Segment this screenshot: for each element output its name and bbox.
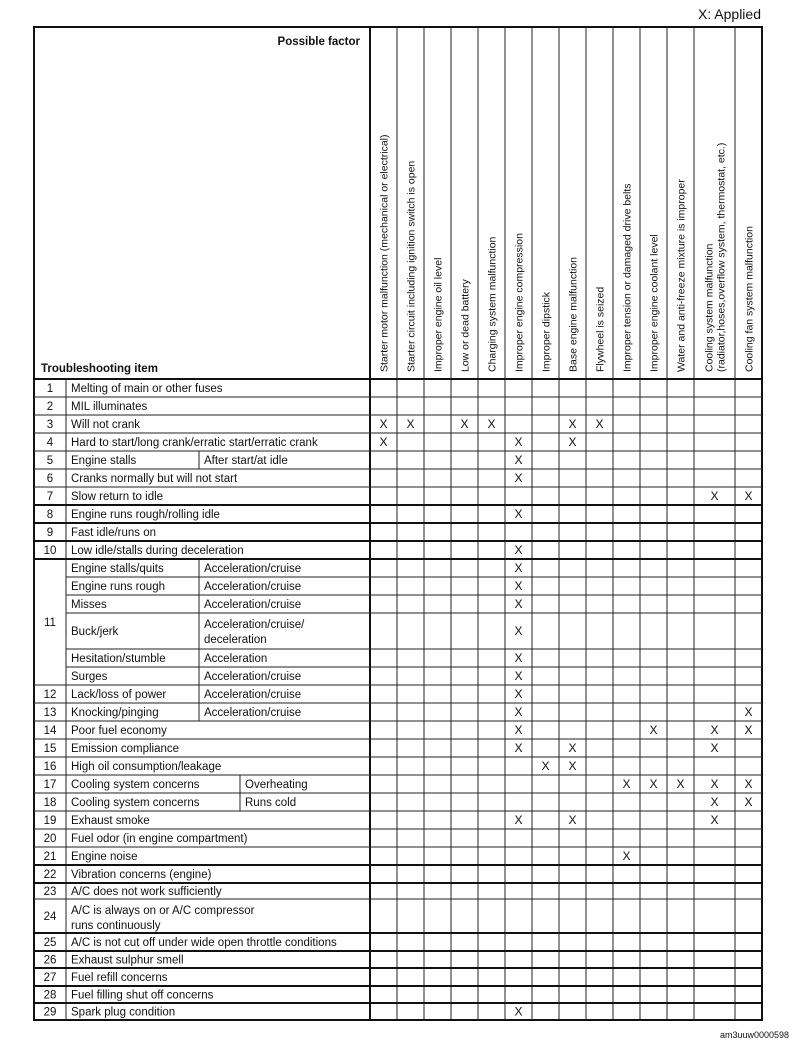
item-label: Engine stalls/quits (71, 563, 164, 575)
applied-mark: X (744, 705, 753, 719)
applied-mark: X (514, 453, 523, 467)
item-label: Low idle/stalls during deceleration (71, 545, 244, 557)
applied-mark: X (514, 507, 523, 521)
factor-label: Improper engine coolant level (648, 234, 661, 372)
factor-label: Improper dipstick (540, 292, 553, 372)
applied-mark: X (744, 777, 753, 791)
item-label: Exhaust sulphur smell (71, 954, 184, 967)
applied-mark: X (568, 741, 577, 755)
row-number: 16 (43, 761, 57, 773)
applied-mark: X (514, 597, 523, 611)
factor-label: Cooling system malfunction (703, 243, 716, 372)
row-number: 15 (43, 743, 57, 755)
factor-header-6 (514, 233, 526, 372)
condition-label: Acceleration (204, 653, 268, 665)
applied-mark: X (514, 579, 523, 593)
factor-label: Flywheel is seized (594, 286, 607, 372)
row-number: 27 (43, 972, 57, 984)
condition-label: Acceleration/cruise (204, 563, 302, 575)
row-number: 23 (43, 886, 57, 898)
item-label: Fast idle/runs on (71, 527, 157, 539)
applied-mark: X (649, 777, 658, 791)
applied-mark: X (406, 417, 415, 431)
condition-label: Acceleration/cruise (204, 707, 302, 719)
row-number: 20 (43, 833, 57, 845)
row-number: 10 (43, 545, 57, 557)
item-label: Engine runs rough (71, 581, 165, 593)
factor-label: Charging system malfunction (486, 236, 499, 372)
factor-label: (radiator,hoses,overflow system, thermostat, etc.) (715, 142, 728, 372)
item-label: A/C is always on or A/C compressor (71, 905, 255, 917)
row-number: 24 (43, 911, 57, 923)
applied-mark: X (514, 813, 523, 827)
item-label: Surges (71, 671, 108, 683)
applied-mark: X (514, 669, 523, 683)
condition-label: Runs cold (245, 797, 297, 809)
row-number: 6 (46, 473, 54, 485)
item-label: High oil consumption/leakage (71, 761, 222, 773)
factor-header-10 (622, 183, 634, 372)
factor-header-3 (433, 258, 445, 372)
row-number: 1 (46, 383, 54, 395)
factor-header-9 (595, 287, 607, 372)
applied-mark: X (514, 741, 523, 755)
row-number: 3 (46, 419, 54, 431)
applied-mark: X (744, 795, 753, 809)
condition-label: Acceleration/cruise (204, 599, 302, 611)
factor-header-7 (541, 291, 553, 372)
factor-label: Water and anti-freeze mixture is improper (675, 179, 688, 372)
applied-mark: X (595, 417, 604, 431)
applied-mark: X (514, 651, 523, 665)
row-number: 29 (43, 1006, 57, 1019)
condition-label: Acceleration/cruise (204, 581, 302, 593)
row-number: 18 (43, 797, 57, 809)
applied-mark: X (710, 813, 719, 827)
applied-mark: X (514, 471, 523, 485)
item-label: Cooling system concerns (71, 797, 200, 809)
row-number: 17 (43, 779, 57, 791)
troubleshooting-item-header: Troubleshooting item (41, 363, 158, 375)
item-label: Hesitation/stumble (71, 653, 166, 665)
item-label: Cranks normally but will not start (71, 473, 238, 485)
row-number: 22 (43, 869, 57, 881)
item-label: A/C does not work sufficiently (71, 886, 222, 898)
applied-mark: X (487, 417, 496, 431)
item-label: A/C is not cut off under wide open throttle conditions (71, 937, 337, 949)
row-number: 2 (46, 401, 54, 413)
condition-label: Acceleration/cruise (204, 671, 302, 683)
applied-mark: X (710, 723, 719, 737)
legend-applied: X: Applied (697, 6, 761, 22)
item-label: Will not crank (71, 419, 141, 431)
applied-mark: X (514, 687, 523, 701)
item-label: Lack/loss of power (71, 689, 167, 701)
factor-header-4 (460, 278, 472, 372)
item-label: Fuel odor (in engine compartment) (71, 833, 248, 845)
applied-mark: X (514, 561, 523, 575)
row-number: 14 (43, 725, 57, 737)
applied-mark: X (568, 813, 577, 827)
row-number: 12 (43, 689, 57, 701)
row-number: 5 (46, 455, 54, 467)
factor-header-12 (676, 179, 688, 372)
item-label: Vibration concerns (engine) (71, 869, 212, 881)
applied-mark: X (460, 417, 469, 431)
applied-mark: X (568, 759, 577, 773)
condition-label: After start/at idle (204, 455, 288, 467)
applied-mark: X (379, 417, 388, 431)
item-label: Misses (71, 599, 107, 611)
item-label: Buck/jerk (71, 626, 119, 638)
applied-mark: X (744, 723, 753, 737)
item-label: Cooling system concerns (71, 779, 200, 791)
applied-mark: X (710, 795, 719, 809)
factor-header-13 (704, 143, 728, 372)
row-number: 25 (43, 937, 57, 949)
applied-mark: X (541, 759, 550, 773)
row-number: 9 (46, 527, 54, 539)
factor-label: Starter circuit including ignition switch is open (405, 160, 418, 372)
item-label: Melting of main or other fuses (71, 383, 223, 395)
applied-mark: X (622, 777, 631, 791)
document-code: am3uuw0000598 (719, 1030, 789, 1040)
factor-header-11 (649, 234, 661, 372)
condition-label: deceleration (204, 634, 267, 646)
applied-mark: X (710, 741, 719, 755)
applied-mark: X (710, 777, 719, 791)
item-label: Slow return to idle (71, 491, 164, 503)
row-number: 26 (43, 954, 57, 967)
applied-mark: X (514, 543, 523, 557)
applied-mark: X (514, 705, 523, 719)
applied-mark: X (379, 435, 388, 449)
applied-mark: X (568, 417, 577, 431)
row-number: 13 (43, 707, 57, 719)
applied-mark: X (649, 723, 658, 737)
row-number: 4 (46, 437, 54, 449)
applied-mark: X (568, 435, 577, 449)
item-label: Hard to start/long crank/erratic start/erratic crank (71, 437, 318, 449)
factor-label: Cooling fan system malfunction (743, 226, 756, 372)
item-label: MIL illuminates (71, 401, 148, 413)
item-label: Knocking/pinging (71, 707, 159, 719)
row-number: 8 (46, 509, 54, 521)
condition-label: Overheating (245, 779, 308, 791)
factor-label: Low or dead battery (459, 279, 472, 372)
item-label: runs continuously (71, 920, 161, 932)
factor-label: Base engine malfunction (567, 257, 580, 372)
factor-label: Improper engine compression (513, 233, 526, 372)
factor-label: Improper engine oil level (432, 257, 445, 372)
possible-factor-header: Possible factor (277, 36, 360, 48)
row-number: 7 (46, 491, 54, 503)
applied-mark: X (514, 723, 523, 737)
item-label: Emission compliance (71, 743, 180, 755)
row-number: 21 (43, 851, 57, 863)
item-label: Spark plug condition (71, 1006, 176, 1019)
item-label: Fuel filling shut off concerns (71, 989, 214, 1002)
row-number: 11 (44, 617, 56, 629)
factor-label: Improper tension or damaged drive belts (621, 183, 634, 372)
row-number: 19 (43, 815, 57, 827)
factor-header-2 (406, 161, 418, 372)
item-label: Engine noise (71, 851, 138, 863)
applied-mark: X (676, 777, 685, 791)
item-label: Fuel refill concerns (71, 972, 168, 984)
factor-label: Starter motor malfunction (mechanical or electrical) (378, 134, 391, 372)
factor-header-1 (379, 134, 391, 372)
applied-mark: X (744, 489, 753, 503)
item-label: Exhaust smoke (71, 815, 150, 827)
item-label: Poor fuel economy (71, 725, 167, 737)
applied-mark: X (710, 489, 719, 503)
condition-label: Acceleration/cruise (204, 689, 302, 701)
applied-mark: X (514, 435, 523, 449)
factor-header-8 (568, 257, 580, 372)
item-label: Engine runs rough/rolling idle (71, 509, 220, 521)
factor-header-5 (487, 236, 499, 372)
item-label: Engine stalls (71, 455, 137, 467)
factor-header-14 (744, 226, 756, 372)
condition-label: Acceleration/cruise/ (204, 619, 305, 631)
applied-mark: X (514, 1004, 523, 1019)
applied-mark: X (622, 849, 631, 863)
applied-mark: X (514, 624, 523, 638)
row-number: 28 (43, 989, 57, 1002)
